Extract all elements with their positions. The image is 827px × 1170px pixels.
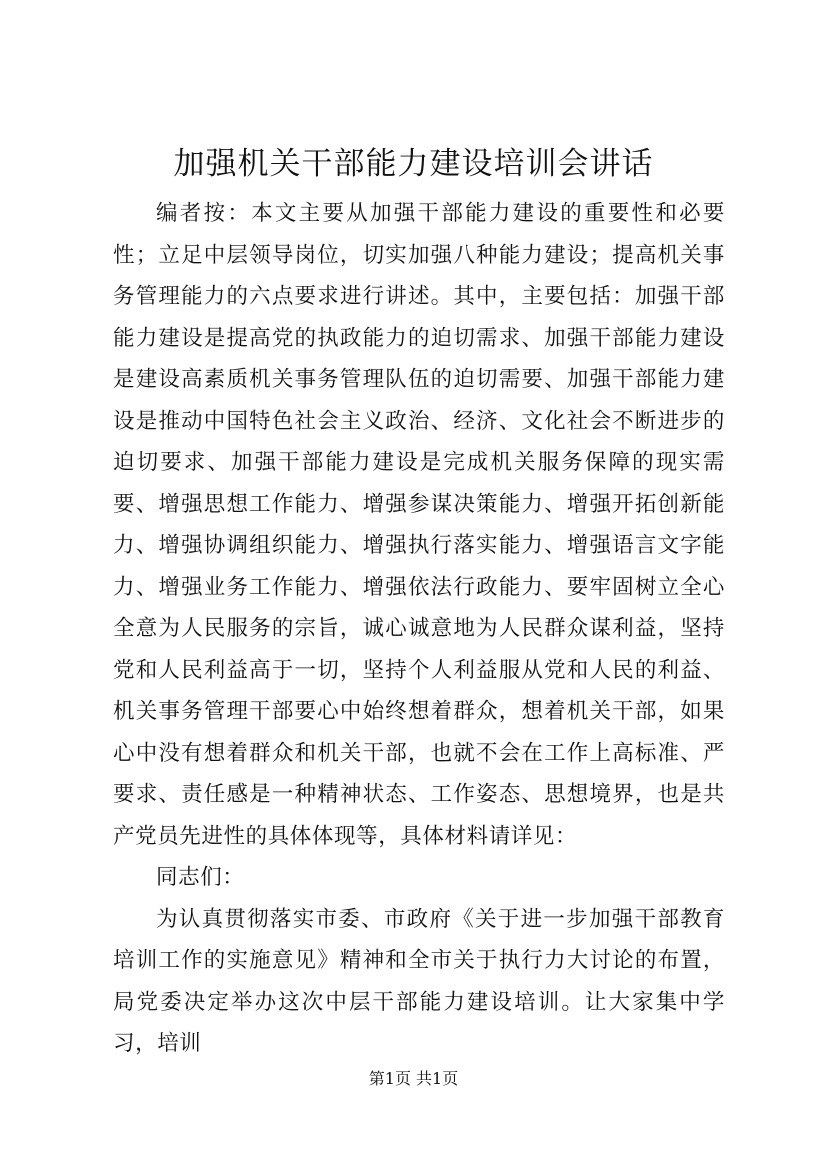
body-paragraph: 为认真贯彻落实市委、市政府《关于进一步加强干部教育培训工作的实施意见》精神和全市关于执行力大讨论的布置，局党委决定举办这次中层干部能力建设培训。让大家集中学习，培训 — [113, 906, 725, 1056]
document-body — [113, 193, 725, 1065]
editor-note-paragraph: 编者按：本文主要从加强干部能力建设的重要性和必要性；立足中层领导岗位，切实加强八种能力建设；提高机关事务管理能力的六点要求进行讲述。其中，主要包括：加强干部能力建设是提高党的执政能力的迫切需求、加强干部能力建设是建设高素质机关事务管理队伍的迫切需要、加强干部能力建设是推动中国特色社会主义政治、经济、文化社会不断进步的迫切要求、加强干部能力建设是完成机关服务保障的现实需要、增强思想工作能力、增强参谋决策能力、增强开拓创新能力、增强协调组织能力、增强执行落实能力、增强语言文字能力、增强业务工作能力、增强依法行政能力、要牢固树立全心全意为人民服务的宗旨，诚心诚意地为人民群众谋利益，坚持党和人民利益高于一切，坚持个人利益服从党和人民的利益、机关事务管理干部要心中始终想着群众，想着机关干部，如果心中没有想着群众和机关干部，也就不会在工作上高标准、严要求、责任感是一种精神状态、工作姿态、思想境界，也是共产党员先进性的具体体现等，具体材料请详见： — [113, 201, 725, 849]
page-footer: 第1页 共1页 — [368, 1069, 459, 1088]
document-title: 加强机关干部能力建设培训会讲话 — [173, 146, 654, 182]
salutation-paragraph: 同志们： — [156, 865, 245, 890]
